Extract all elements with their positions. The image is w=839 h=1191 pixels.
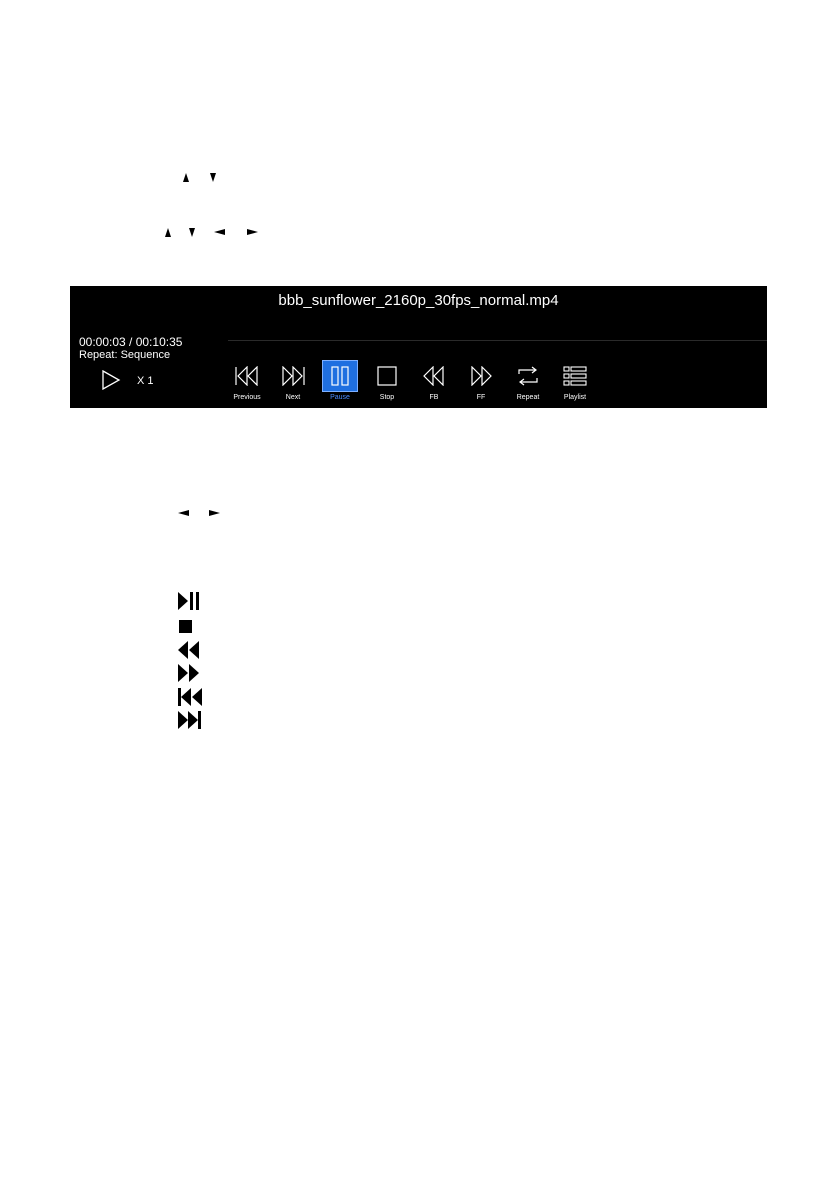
left-arrow-icon xyxy=(214,229,225,235)
repeat-icon xyxy=(516,365,540,387)
down-arrow-icon xyxy=(210,173,216,182)
control-label: Pause xyxy=(330,394,350,401)
time-display: 00:00:03 / 00:10:35 xyxy=(79,335,183,349)
fast-forward-icon xyxy=(469,366,493,386)
speed-display: X 1 xyxy=(137,375,154,387)
control-label: Previous xyxy=(233,394,261,401)
previous-button[interactable] xyxy=(225,359,269,407)
up-arrow-icon xyxy=(183,173,189,182)
right-arrow-icon xyxy=(247,229,258,235)
control-label: Next xyxy=(285,394,301,401)
play-status-icon xyxy=(101,370,121,390)
next-key-icon xyxy=(177,710,203,730)
control-label: FB xyxy=(429,394,439,401)
up-arrow-icon xyxy=(165,228,171,237)
pause-button[interactable] xyxy=(318,359,362,407)
stop-key-icon xyxy=(177,617,203,637)
fast-forward-key-icon xyxy=(177,663,203,683)
control-label: FF xyxy=(476,394,486,401)
fast-backward-icon xyxy=(422,366,446,386)
repeat-status: Repeat: Sequence xyxy=(79,349,171,361)
pause-icon xyxy=(329,365,351,387)
file-name: bbb_sunflower_2160p_30fps_normal.mp4 xyxy=(278,292,559,309)
playlist-button[interactable] xyxy=(553,359,597,407)
right-arrow-icon xyxy=(209,510,220,516)
down-arrow-icon xyxy=(189,228,195,237)
repeat-button[interactable] xyxy=(506,359,550,407)
rewind-key-icon xyxy=(177,640,203,660)
fast-backward-button[interactable] xyxy=(412,359,456,407)
media-player-panel xyxy=(70,286,767,408)
stop-button[interactable] xyxy=(365,359,409,407)
control-label: Repeat xyxy=(516,394,540,401)
left-arrow-icon xyxy=(178,510,189,516)
previous-key-icon xyxy=(177,687,203,707)
control-label: Playlist xyxy=(563,394,587,401)
play-pause-key-icon xyxy=(177,591,203,611)
divider xyxy=(228,340,767,341)
next-button[interactable] xyxy=(271,359,315,407)
fast-forward-button[interactable] xyxy=(459,359,503,407)
playlist-icon xyxy=(563,365,587,387)
next-icon xyxy=(280,366,306,386)
control-label: Stop xyxy=(379,394,395,401)
stop-icon xyxy=(376,365,398,387)
previous-icon xyxy=(234,366,260,386)
